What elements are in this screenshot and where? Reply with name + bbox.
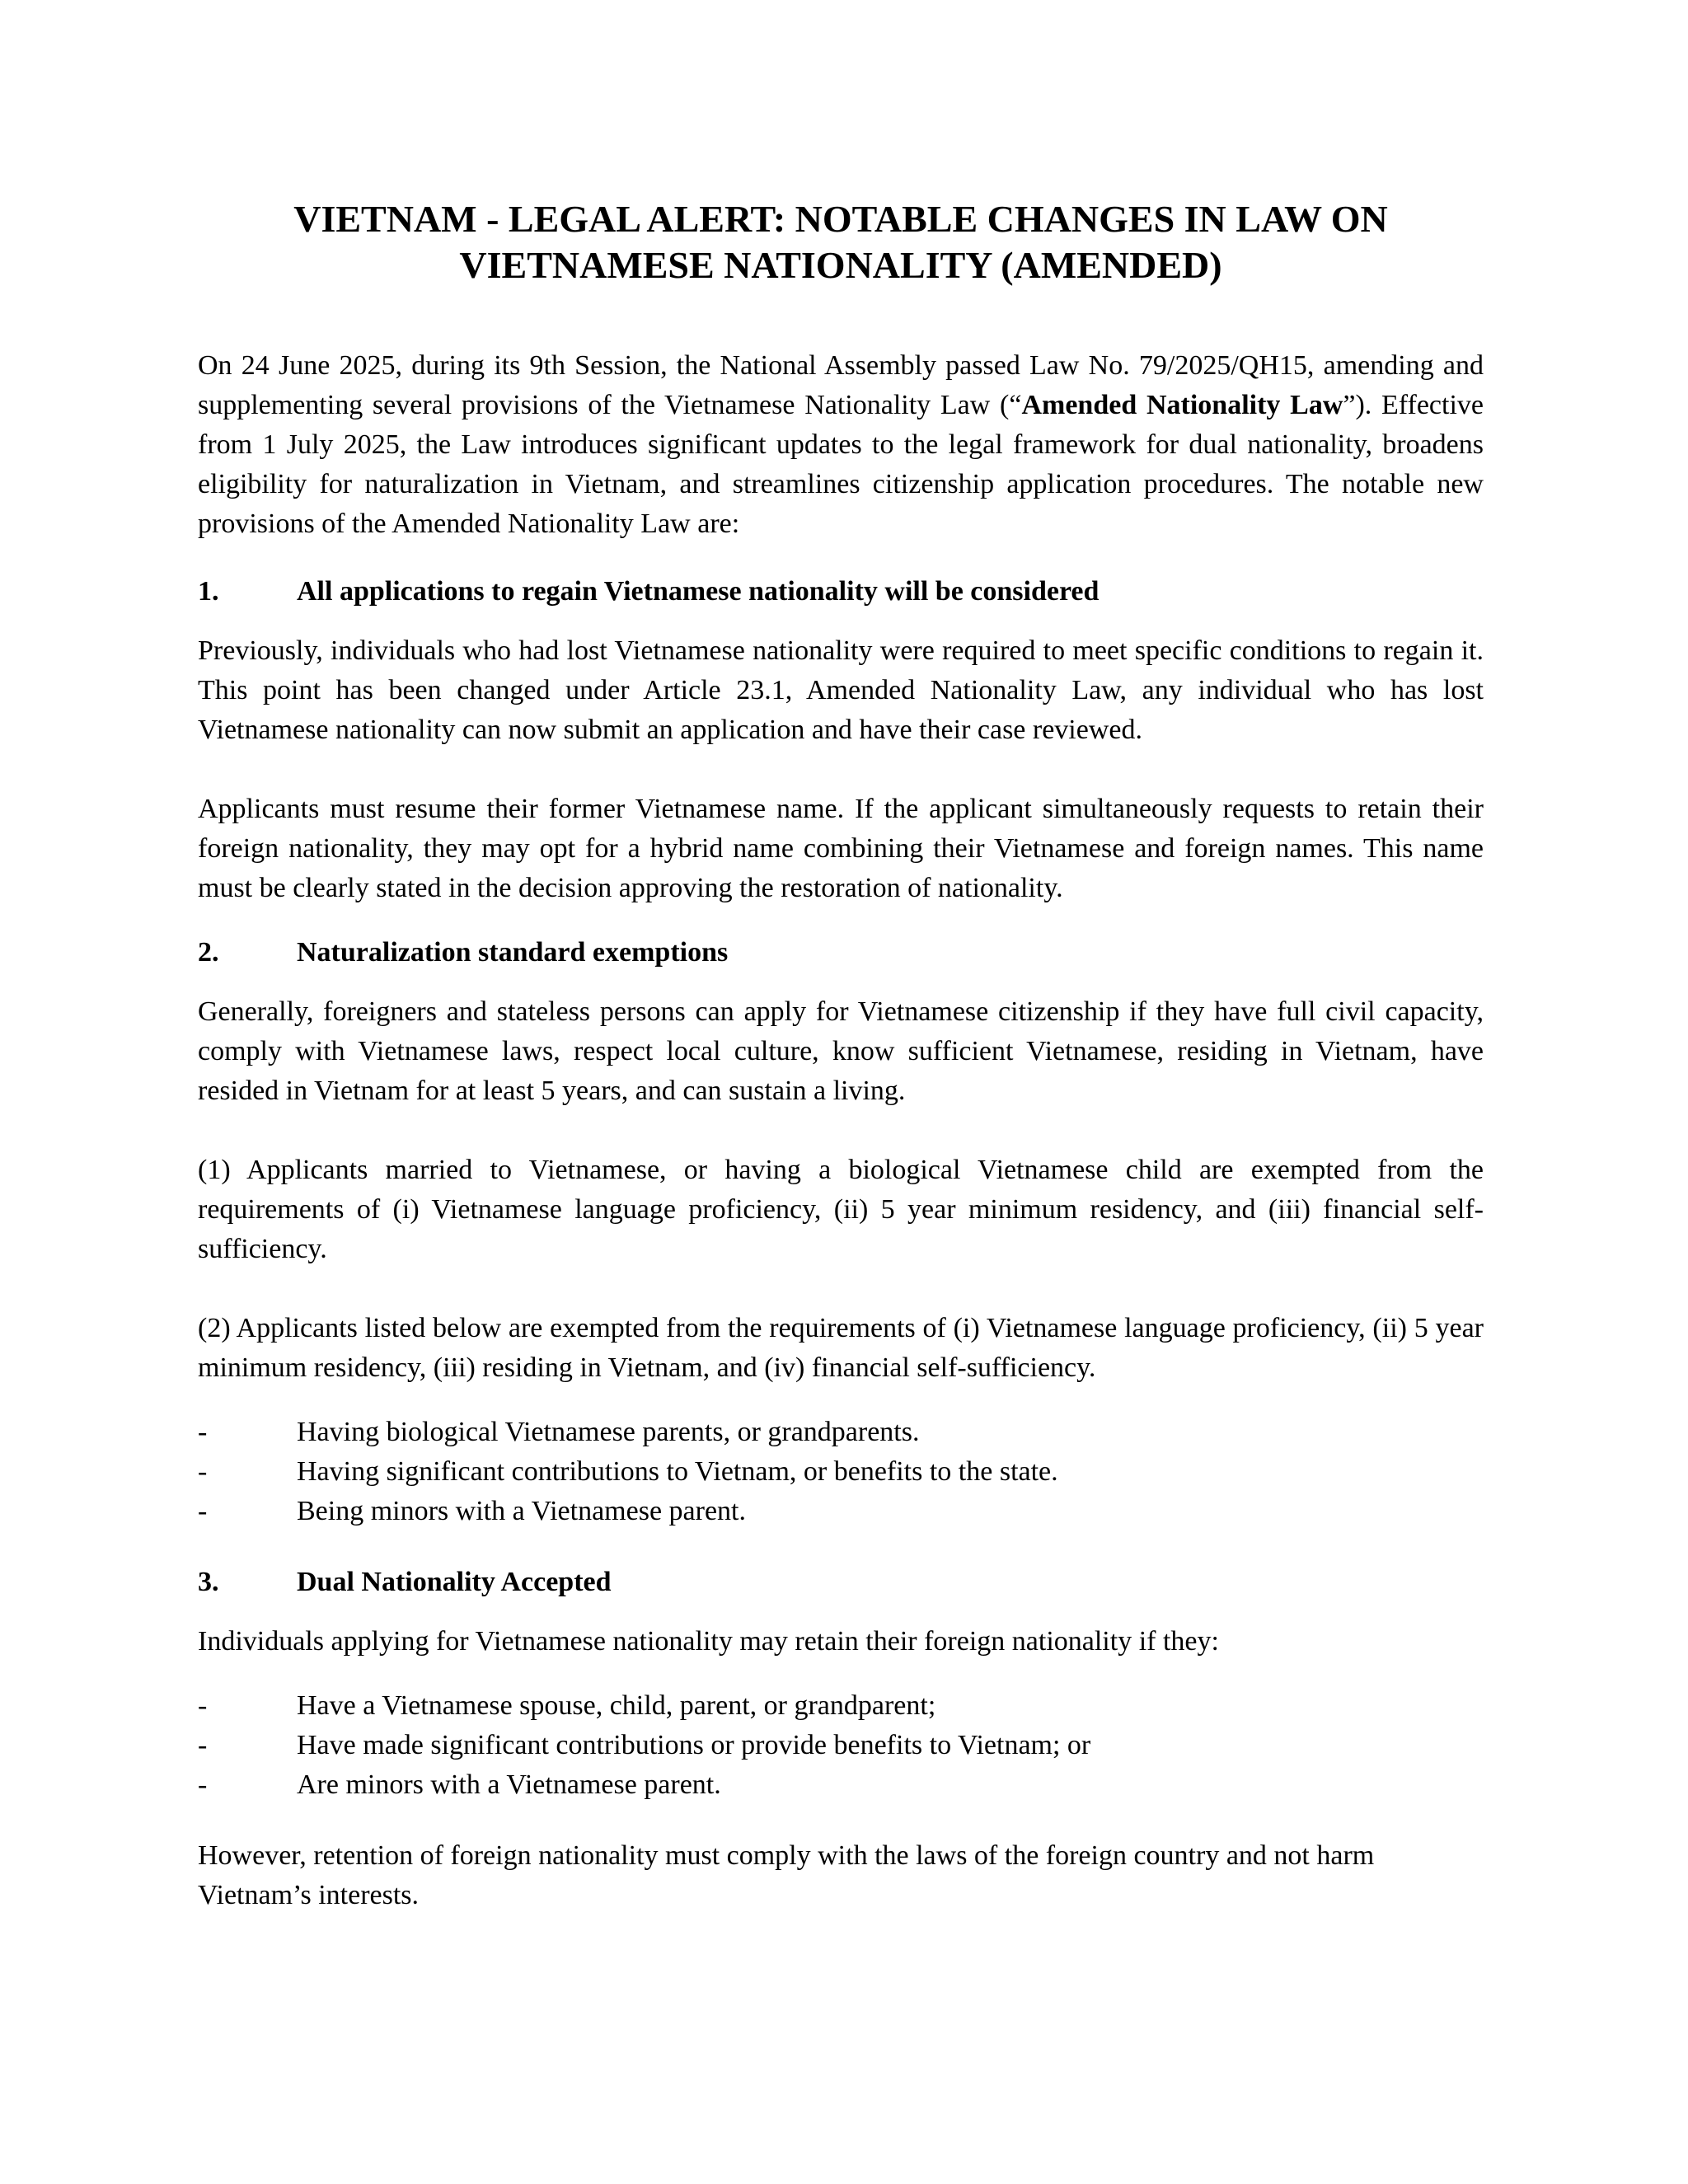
intro-text-2: ”). Effective from 1 July 2025, the Law introduces significant updates to the legal framework for dual nationality, broadens eligibility for naturalization in Vietnam, and streamlines citizenship application procedures. The notable new provisions of the Amended Nationality Law are:: [198, 390, 1484, 539]
section-3-number: 3.: [198, 1567, 219, 1597]
section-1-heading: [198, 572, 1484, 612]
bullet-text: Have a Vietnamese spouse, child, parent, or grandparent;: [297, 1690, 936, 1721]
bullet-text: Having significant contributions to Vietnam, or benefits to the state.: [297, 1456, 1058, 1487]
list-item: [198, 1726, 1484, 1765]
section-2-number: 2.: [198, 937, 219, 968]
document-page: [198, 196, 1484, 1955]
bullet-dash: -: [198, 1730, 208, 1760]
list-item: [198, 1686, 1484, 1726]
section-2-paragraph-1: Generally, foreigners and stateless persons can apply for Vietnamese citizenship if they have full civil capacity, comply with Vietnamese laws, respect local culture, know sufficient Vietnamese, residing in Vietnam, have resided in Vietnam for at least 5 years, and can sustain a living.: [198, 996, 1484, 1106]
section-2-bullet-list: [198, 1413, 1484, 1531]
section-2-heading: [198, 933, 1484, 972]
bullet-dash: -: [198, 1496, 208, 1526]
title-line-2: VIETNAMESE NATIONALITY (AMENDED): [459, 244, 1222, 286]
title-line-1: VIETNAM - LEGAL ALERT: NOTABLE CHANGES IN LAW ON: [293, 198, 1388, 240]
document-title: [198, 196, 1484, 288]
bullet-text: Are minors with a Vietnamese parent.: [297, 1769, 721, 1800]
section-3-heading: [198, 1563, 1484, 1602]
section-1-paragraph-2: Applicants must resume their former Vietnamese name. If the applicant simultaneously requests to retain their foreign nationality, they may opt for a hybrid name combining their Vietnamese and foreign names. This name must be clearly stated in the decision approving the restoration of nationality.: [198, 794, 1484, 903]
bullet-text: Being minors with a Vietnamese parent.: [297, 1496, 746, 1526]
section-1-number: 1.: [198, 576, 219, 607]
section-3-title: Dual Nationality Accepted: [297, 1567, 612, 1597]
bullet-dash: -: [198, 1769, 208, 1800]
section-3-bullet-list: [198, 1686, 1484, 1805]
bullet-text: Having biological Vietnamese parents, or grandparents.: [297, 1417, 920, 1447]
list-item: [198, 1492, 1484, 1531]
section-3-closing: However, retention of foreign nationality must comply with the laws of the foreign country and not harm Vietnam’s interests.: [198, 1840, 1375, 1910]
section-1-paragraph-1: Previously, individuals who had lost Vietnamese nationality were required to meet specific conditions to regain it. This point has been changed under Article 23.1, Amended Nationality Law, any individual who has lost Vietnamese nationality can now submit an application and have their case reviewed.: [198, 635, 1484, 745]
section-2-paragraph-2: (1) Applicants married to Vietnamese, or having a biological Vietnamese child are exempted from the requirements of (i) Vietnamese language proficiency, (ii) 5 year minimum residency, and (iii) financial self-sufficiency.: [198, 1155, 1484, 1264]
intro-text-1: On 24 June 2025, during its 9th Session, the National Assembly passed Law No. 79/2025/QH15, amending and supplementing several provisions of the Vietnamese Nationality Law (“: [198, 350, 1484, 420]
section-1-title: All applications to regain Vietnamese nationality will be considered: [297, 576, 1100, 607]
intro-bold-term: Amended Nationality Law: [1021, 390, 1343, 420]
section-3-paragraph-1: Individuals applying for Vietnamese nationality may retain their foreign nationality if they:: [198, 1626, 1219, 1657]
list-item: [198, 1765, 1484, 1805]
bullet-dash: -: [198, 1456, 208, 1487]
bullet-text: Have made significant contributions or provide benefits to Vietnam; or: [297, 1730, 1091, 1760]
intro-paragraph: [198, 346, 1484, 544]
list-item: [198, 1413, 1484, 1452]
bullet-dash: -: [198, 1690, 208, 1721]
section-2-paragraph-3: (2) Applicants listed below are exempted from the requirements of (i) Vietnamese language proficiency, (ii) 5 year minimum residency, (iii) residing in Vietnam, and (iv) financial self-sufficiency.: [198, 1313, 1484, 1383]
bullet-dash: -: [198, 1417, 208, 1447]
list-item: [198, 1452, 1484, 1492]
section-2-title: Naturalization standard exemptions: [297, 937, 729, 968]
